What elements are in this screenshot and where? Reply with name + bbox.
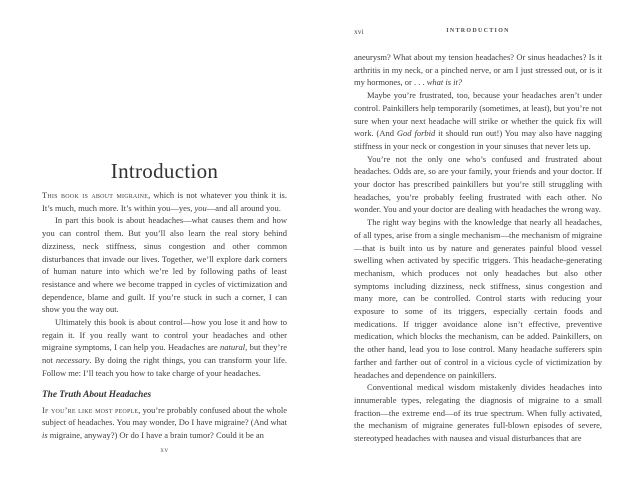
left-page-number: xv xyxy=(160,446,169,454)
text-run: you xyxy=(194,202,207,213)
running-header xyxy=(354,27,602,37)
text-run: The right way begins with the knowledge that nearly all headaches, of all types, arise from a single mechanism—the mechanism of migraine—that is built into us by nature and generates painful blood vessel swelling when activated by specific triggers. This headache-generating mechanism, which produces not only headaches but also other symptoms including dizziness, neck stiffness, sinus congestion and many more, can be controlled. Control starts with reducing your exposure to some of its triggers, especially certain foods and medications. If trigger avoidance alone isn’t effective, preventive medication, which blocks the mechanism, can be added. Painkillers, on the other hand, lead you to lose control. Many headache sufferers spin farther and farther out of control in a vicious cycle of victimization by headaches and dependence on painkillers. xyxy=(354,217,602,380)
text-run: —and all around you. xyxy=(206,202,281,213)
body-paragraph xyxy=(42,189,287,214)
body-paragraph xyxy=(42,404,287,442)
text-run: The Truth About Headaches xyxy=(42,389,152,400)
body-paragraph xyxy=(42,316,287,380)
text-run: In part this book is about headaches—what causes them and how you can control them. But you’ll also learn the real story behind dizziness, neck stiffness, sinus congestion and other common disturbances that invade our lives. Together, we’ll explore dark corners of human nature into which we’re led by following paths of least resistance and where we become trapped in cycles of victimization and dependence, blame and guilt. If you’re stuck in such a corner, I can show you the way out. xyxy=(42,215,287,315)
text-run: . By doing the right things, you can transform your life. Follow me: I’ll teach you how to take charge of your headaches. xyxy=(42,355,287,378)
text-run: , but they’re not xyxy=(42,342,287,366)
right-page xyxy=(354,0,602,480)
text-run: what is it? xyxy=(426,77,463,88)
body-paragraph xyxy=(354,153,602,217)
section-subheading xyxy=(42,389,287,402)
left-page xyxy=(42,0,287,480)
text-run: it should run out!) You may also have nagging stiffness in your neck or congestion in your sinuses that never lets up. xyxy=(354,128,602,151)
text-run: is xyxy=(42,429,48,440)
text-run: aneurysm? What about my tension headaches? Or sinus headaches? Is it arthritis in my neck, or a pinched nerve, or am I just stressed out, or is it my hormones, or . . . xyxy=(354,52,602,88)
text-run: , which is not whatever you think it is. It’s much, much more. It’s within you—yes, xyxy=(42,190,287,213)
body-paragraph xyxy=(354,381,602,445)
chapter-title: Introduction xyxy=(110,159,219,183)
text-run: Maybe you’re frustrated, too, because your headaches aren’t under control. Painkillers help temporarily (sometimes, at least), but you’re not sure when your next headache will strike or whether the quick fix will work. (And xyxy=(354,90,602,139)
body-paragraph xyxy=(354,216,602,381)
text-run: , you’re probably confused about the whole subject of headaches. You may wonder, Do I have migraine? (And what xyxy=(42,404,287,428)
text-run: necessary xyxy=(55,355,90,366)
text-run: Conventional medical wisdom mistakenly divides headaches into innumerable types, relegating the diagnosis of migraine to a small fraction—the extreme end—of its true spectrum. When fully activated, the mechanism of migraine generates full-blown episodes of severe, stereotyped headaches with nausea and visual disturbances that are xyxy=(354,382,602,444)
body-paragraph xyxy=(42,214,287,316)
text-run: natural xyxy=(220,342,246,353)
text-run: migraine, anyway?) Or do I have a brain tumor? Could it be an xyxy=(47,429,264,440)
text-run: You’re not the only one who’s confused and frustrated about headaches. Odds are, so are your family, your friends and your doctor. If your doctor has prescribed painkillers but you’re still struggling with headaches, you’re probably feeling frustrated with each other. No wonder. You and your doctor are dealing with headaches the wrong way. xyxy=(354,153,602,215)
right-page-number: xvi xyxy=(354,27,364,36)
body-paragraph xyxy=(354,51,602,89)
body-paragraph xyxy=(354,89,602,153)
text-run: God forbid xyxy=(396,128,436,139)
text-run: Ultimately this book is about control—how you lose it and how to regain it. If you really want to control your headaches and other migraine symptoms, I can help you. Headaches are xyxy=(42,317,287,353)
text-run: This book is about migraine xyxy=(42,190,149,200)
text-run: If you’re like most people xyxy=(42,404,139,415)
left-page-body xyxy=(42,189,287,442)
running-title: INTRODUCTION xyxy=(446,28,510,34)
right-page-body xyxy=(354,51,602,445)
